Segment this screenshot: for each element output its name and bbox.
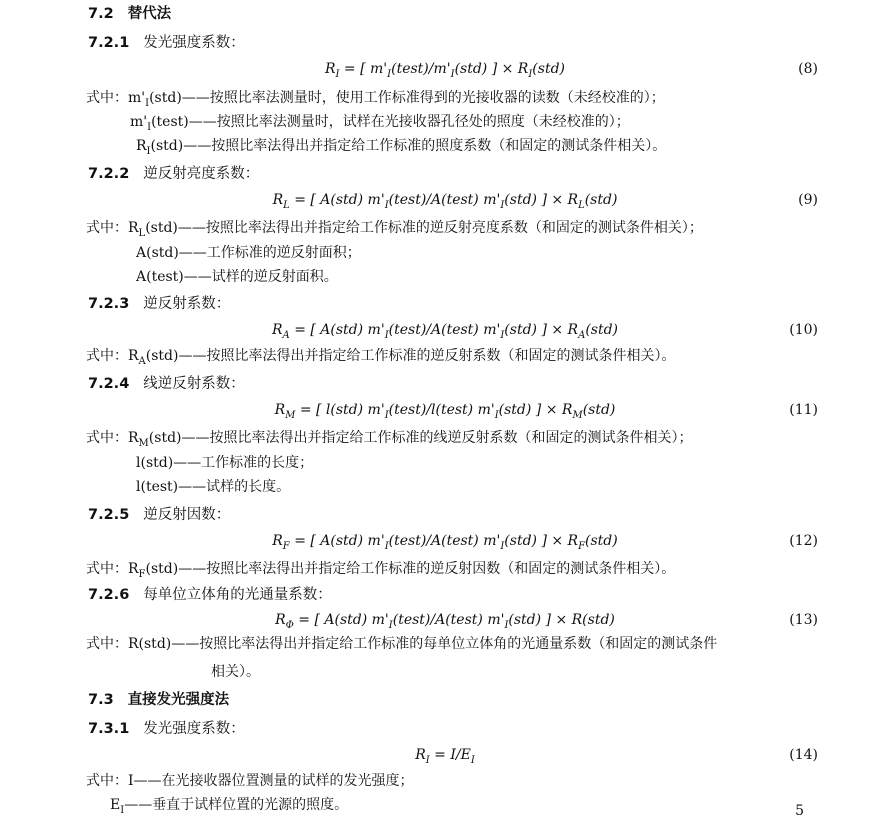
definition-line: $m'_I(test)——$按照比率法测量时，试样在光接收器孔径处的照度（未经校准的）； (130, 114, 630, 133)
definition-line: 式中：I——在光接收器位置测量的试样的发光强度； (86, 773, 414, 789)
definition-line: 相关）。 (211, 664, 260, 680)
heading-title: 逆反射亮度系数： (143, 166, 260, 182)
equation-number: (14) (789, 747, 818, 763)
heading-title: 逆反射系数： (143, 296, 231, 312)
definition-line: 式中：$R_M(std)——$按照比率法得出并指定给工作标准的线逆反射系数（和固定的测试条件相关）； (86, 430, 693, 449)
heading-title: 逆反射因数： (143, 507, 231, 523)
heading-number: 7.2.3 (88, 296, 130, 312)
definition-line: $E_I——$垂直于试样位置的光源的照度。 (110, 797, 349, 816)
formula: $R_A$ = [ A(std) $m'_I(test)/A(test)$ $m'_I(std)$ ] × $R_A(std)$ (271, 322, 619, 341)
equation-number: (8) (798, 61, 818, 77)
heading-title: 替代法 (127, 6, 172, 22)
definition-line: A(std)——工作标准的逆反射面积； (136, 245, 361, 261)
formula: $R_I$ = [ $m'_I(test)/m'_I(std)$ ] × $R_I(std)$ (324, 61, 565, 80)
heading-7-2-4 (88, 374, 245, 394)
heading-title: 线逆反射系数： (143, 376, 245, 392)
definition-line: l(std)——工作标准的长度； (136, 455, 314, 471)
definition-line: l(test)——试样的长度。 (136, 479, 291, 495)
heading-number: 7.2 (88, 6, 114, 22)
definition-line: 式中：$R_A(std)——$按照比率法得出并指定给工作标准的逆反射系数（和固定的测试条件相关）。 (86, 348, 676, 367)
heading-7-2 (88, 4, 171, 24)
definition-line: 式中：$m'_I(std)——$按照比率法测量时，使用工作标准得到的光接收器的读数（未经校准的）； (86, 90, 665, 109)
equation-number: (9) (798, 192, 818, 208)
heading-7-2-1 (88, 33, 245, 53)
equation-number: (10) (789, 322, 818, 338)
heading-title: 发光强度系数： (143, 721, 245, 737)
formula: $R_\Phi$ = [ A(std) $m'_I(test)/A(test)$ $m'_I(std)$ ] × R(std) (275, 612, 615, 631)
definition-line: $R_I(std)——$按照比率法得出并指定给工作标准的照度系数（和固定的测试条件相关）。 (136, 138, 667, 157)
definition-line: A(test)——试样的逆反射面积。 (136, 269, 338, 285)
heading-title: 每单位立体角的光通量系数： (143, 587, 332, 603)
formula: $R_F$ = [ A(std) $m'_I(test)/A(test)$ $m'_I(std)$ ] × $R_F(std)$ (272, 533, 618, 552)
formula: $R_M$ = [ l(std) $m'_I(test)/l(test)$ $m'_I(std)$ ] × $R_M(std)$ (274, 402, 616, 421)
heading-7-3-1 (88, 719, 245, 739)
heading-number: 7.3 (88, 692, 114, 708)
definition-line: 式中：$R_L(std)——$按照比率法得出并指定给工作标准的逆反射亮度系数（和固定的测试条件相关）； (86, 220, 703, 239)
formula: $R_I = I/E_I$ (415, 747, 475, 766)
heading-title: 直接发光强度法 (127, 692, 230, 708)
heading-7-2-6 (88, 585, 332, 605)
heading-7-2-2 (88, 164, 259, 184)
heading-7-3 (88, 690, 229, 710)
formula: $R_L$ = [ A(std) $m'_I(test)/A(test)$ $m'_I(std)$ ] × $R_L(std)$ (272, 192, 618, 211)
equation-number: (11) (789, 402, 818, 418)
heading-number: 7.2.4 (88, 376, 130, 392)
equation-number: (12) (789, 533, 818, 549)
heading-7-2-5 (88, 505, 230, 525)
heading-number: 7.2.2 (88, 166, 130, 182)
heading-title: 发光强度系数： (143, 35, 245, 51)
heading-7-2-3 (88, 294, 230, 314)
heading-number: 7.2.5 (88, 507, 130, 523)
heading-number: 7.2.1 (88, 35, 130, 51)
definition-line: 式中：$R_F(std)——$按照比率法得出并指定给工作标准的逆反射因数（和固定的测试条件相关）。 (86, 561, 676, 580)
definition-line: 式中：R(std)——按照比率法得出并指定给工作标准的每单位立体角的光通量系数（和固定的测试条件 (86, 636, 718, 652)
heading-number: 7.2.6 (88, 587, 130, 603)
equation-number: (13) (789, 612, 818, 628)
heading-number: 7.3.1 (88, 721, 130, 737)
page-number: 5 (795, 803, 804, 819)
